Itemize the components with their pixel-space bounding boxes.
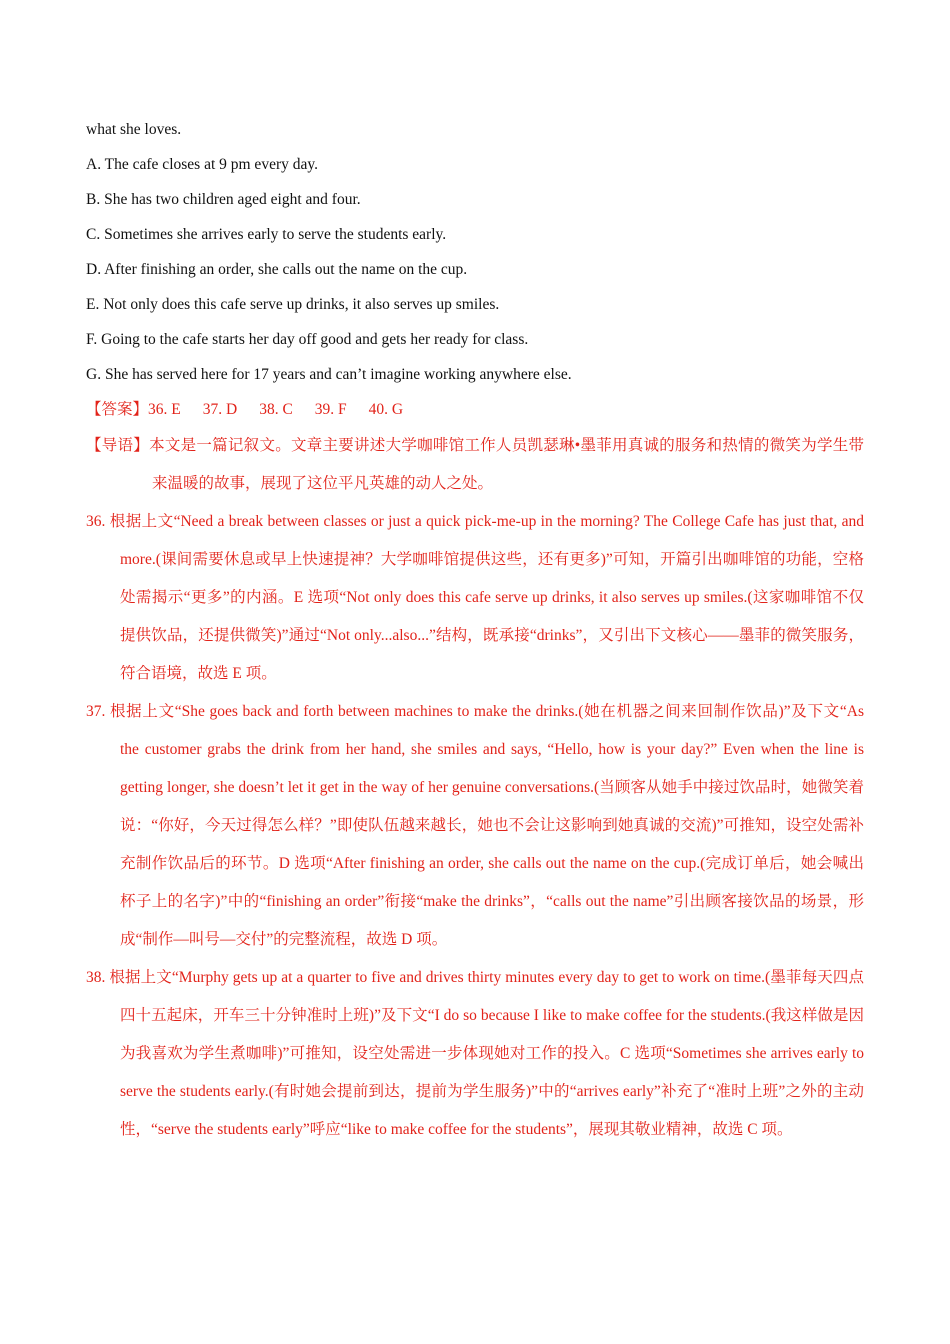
guide-label: 【导语】 [86, 437, 150, 454]
explanation-36: 36. 根据上文“Need a break between classes or just a quick pick-me-up in the morning? The College Cafe has just that, and more.(课间需要休息或早上快速提神？大学咖啡馆提供这些，还有更多)”可知，开篇引出咖啡馆的功能，空格处需揭示“更多”的内涵。E 选项“Not only does this cafe serve up drinks, it also serves up smiles.(这家咖啡馆不仅提供饮品，还提供微笑)”通过“Not only...also...”结构，既承接“drinks”，又引出下文核心——墨菲的微笑服务，符合语境，故选 E 项。 [86, 513, 864, 682]
option-e: E. Not only does this cafe serve up drinks, it also serves up smiles. [86, 296, 500, 313]
option-c: C. Sometimes she arrives early to serve the students early. [86, 226, 447, 243]
answer-row [86, 392, 864, 427]
option-f: F. Going to the cafe starts her day off good and gets her ready for class. [86, 331, 529, 348]
guide-text: 本文是一篇记叙文。文章主要讲述大学咖啡馆工作人员凯瑟琳•墨菲用真诚的服务和热情的微笑为学生带来温暖的故事，展现了这位平凡英雄的动人之处。 [149, 437, 864, 492]
answer-40: 40. G [368, 401, 404, 418]
intro-line: what she loves. [86, 121, 182, 138]
answer-36: 36. E [148, 401, 181, 418]
page-content [86, 112, 864, 1149]
answer-39: 39. F [314, 401, 347, 418]
guide-paragraph [86, 427, 864, 503]
explanation-37: 37. 根据上文“She goes back and forth between machines to make the drinks.(她在机器之间来回制作饮品)”及下文“As the customer grabs the drink from her hand, she smiles and says, “Hello, how is your day?” Even when the line is getting longer, she doesn’t let it get in the way of her genuine conversations.(当顾客从她手中接过饮品时，她微笑着说：“你好，今天过得怎么样？”即使队伍越来越长，她也不会让这影响到她真诚的交流)”可推知，设空处需补充制作饮品后的环节。D 选项“After finishing an order, she calls out the name on the cup.(完成订单后，她会喊出杯子上的名字)”中的“finishing an order”衔接“make the drinks”，“calls out the name”引出顾客接饮品的场景，形成“制作—叫号—交付”的完整流程，故选 D 项。 [86, 703, 864, 948]
options-list [86, 147, 864, 392]
answer-38: 38. C [259, 401, 293, 418]
answer-label: 【答案】 [86, 401, 149, 418]
option-a: A. The cafe closes at 9 pm every day. [86, 156, 318, 173]
option-g: G. She has served here for 17 years and can’t imagine working anywhere else. [86, 366, 572, 383]
option-b: B. She has two children aged eight and four. [86, 191, 361, 208]
answer-37: 37. D [202, 401, 238, 418]
option-d: D. After finishing an order, she calls out the name on the cup. [86, 261, 468, 278]
explanation-38: 38. 根据上文“Murphy gets up at a quarter to five and drives thirty minutes every day to get to work on time.(墨菲每天四点四十五起床，开车三十分钟准时上班)”及下文“I do so because I like to make coffee for the students.(我这样做是因为我喜欢为学生煮咖啡)”可推知，设空处需进一步体现她对工作的投入。C 选项“Sometimes she arrives early to serve the students early.(有时她会提前到达，提前为学生服务)”中的“arrives early”补充了“准时上班”之外的主动性，“serve the students early”呼应“like to make coffee for the students”，展现其敬业精神，故选 C 项。 [86, 969, 864, 1138]
